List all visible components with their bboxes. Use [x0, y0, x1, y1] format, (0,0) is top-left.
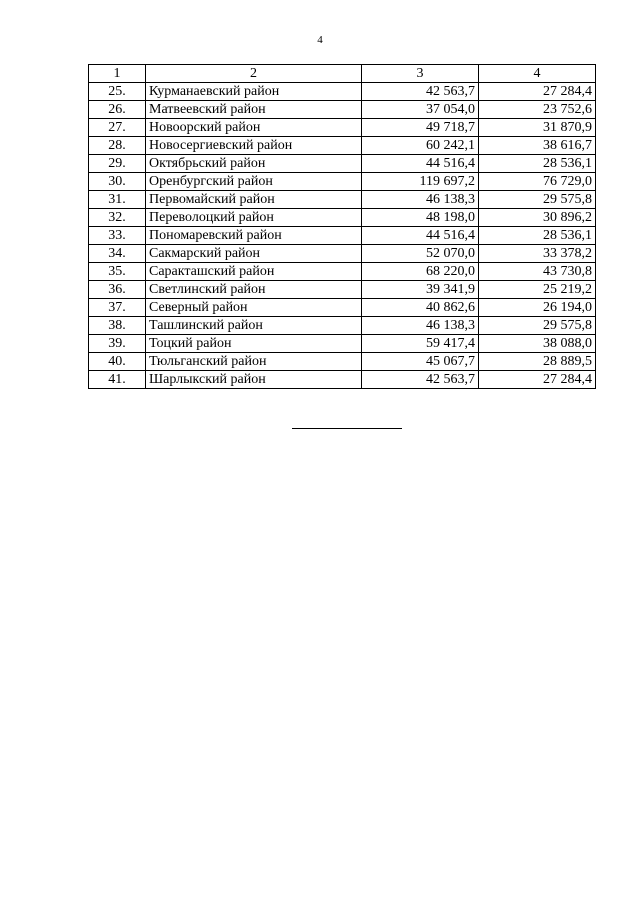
- cell-num: 36.: [89, 281, 146, 299]
- cell-v3: 37 054,0: [362, 101, 479, 119]
- table-row: [89, 281, 596, 299]
- cell-v4: 23 752,6: [479, 101, 596, 119]
- table-row: [89, 299, 596, 317]
- cell-name: Северный район: [146, 299, 362, 317]
- cell-num: 26.: [89, 101, 146, 119]
- cell-num: 41.: [89, 371, 146, 389]
- table-row: [89, 155, 596, 173]
- table-row: [89, 137, 596, 155]
- cell-v3: 42 563,7: [362, 83, 479, 101]
- cell-v4: 43 730,8: [479, 263, 596, 281]
- cell-v4: 31 870,9: [479, 119, 596, 137]
- cell-v4: 30 896,2: [479, 209, 596, 227]
- cell-v3: 60 242,1: [362, 137, 479, 155]
- cell-num: 33.: [89, 227, 146, 245]
- table-header-row: [89, 65, 596, 83]
- cell-num: 37.: [89, 299, 146, 317]
- cell-name: Оренбургский район: [146, 173, 362, 191]
- cell-v4: 28 536,1: [479, 155, 596, 173]
- column-header-3: 3: [362, 65, 479, 83]
- cell-v3: 42 563,7: [362, 371, 479, 389]
- cell-v4: 38 616,7: [479, 137, 596, 155]
- cell-v3: 119 697,2: [362, 173, 479, 191]
- cell-v4: 27 284,4: [479, 371, 596, 389]
- table-row: [89, 245, 596, 263]
- cell-v3: 39 341,9: [362, 281, 479, 299]
- cell-name: Тюльганский район: [146, 353, 362, 371]
- cell-v4: 29 575,8: [479, 191, 596, 209]
- cell-name: Переволоцкий район: [146, 209, 362, 227]
- table-row: [89, 371, 596, 389]
- table-row: [89, 101, 596, 119]
- cell-num: 30.: [89, 173, 146, 191]
- cell-num: 40.: [89, 353, 146, 371]
- cell-v3: 40 862,6: [362, 299, 479, 317]
- table-row: [89, 317, 596, 335]
- cell-name: Пономаревский район: [146, 227, 362, 245]
- cell-v4: 27 284,4: [479, 83, 596, 101]
- cell-v3: 45 067,7: [362, 353, 479, 371]
- cell-v3: 44 516,4: [362, 155, 479, 173]
- cell-v4: 38 088,0: [479, 335, 596, 353]
- cell-num: 31.: [89, 191, 146, 209]
- cell-name: Курманаевский район: [146, 83, 362, 101]
- cell-name: Октябрьский район: [146, 155, 362, 173]
- cell-v4: 25 219,2: [479, 281, 596, 299]
- cell-v4: 76 729,0: [479, 173, 596, 191]
- cell-v3: 59 417,4: [362, 335, 479, 353]
- cell-v4: 28 536,1: [479, 227, 596, 245]
- cell-name: Ташлинский район: [146, 317, 362, 335]
- table-row: [89, 263, 596, 281]
- cell-name: Матвеевский район: [146, 101, 362, 119]
- table-row: [89, 173, 596, 191]
- cell-name: Тоцкий район: [146, 335, 362, 353]
- cell-v4: 28 889,5: [479, 353, 596, 371]
- cell-v4: 33 378,2: [479, 245, 596, 263]
- table-row: [89, 191, 596, 209]
- cell-v3: 48 198,0: [362, 209, 479, 227]
- cell-name: Светлинский район: [146, 281, 362, 299]
- cell-num: 27.: [89, 119, 146, 137]
- cell-v3: 46 138,3: [362, 317, 479, 335]
- column-header-2: 2: [146, 65, 362, 83]
- cell-num: 38.: [89, 317, 146, 335]
- cell-name: Шарлыкский район: [146, 371, 362, 389]
- cell-v3: 52 070,0: [362, 245, 479, 263]
- table-body: [89, 83, 596, 389]
- cell-name: Сакмарский район: [146, 245, 362, 263]
- column-header-1: 1: [89, 65, 146, 83]
- cell-v3: 46 138,3: [362, 191, 479, 209]
- cell-v4: 26 194,0: [479, 299, 596, 317]
- page-number: 4: [317, 34, 323, 46]
- table-row: [89, 83, 596, 101]
- cell-v4: 29 575,8: [479, 317, 596, 335]
- cell-v3: 49 718,7: [362, 119, 479, 137]
- cell-num: 35.: [89, 263, 146, 281]
- table-row: [89, 209, 596, 227]
- cell-name: Новосергиевский район: [146, 137, 362, 155]
- table-row: [89, 335, 596, 353]
- district-table: [88, 64, 596, 389]
- cell-name: Первомайский район: [146, 191, 362, 209]
- cell-v3: 44 516,4: [362, 227, 479, 245]
- cell-num: 39.: [89, 335, 146, 353]
- cell-name: Новоорский район: [146, 119, 362, 137]
- table-row: [89, 227, 596, 245]
- cell-num: 28.: [89, 137, 146, 155]
- table-row: [89, 353, 596, 371]
- column-header-4: 4: [479, 65, 596, 83]
- cell-num: 32.: [89, 209, 146, 227]
- cell-num: 34.: [89, 245, 146, 263]
- end-of-document-line: [292, 428, 402, 429]
- cell-num: 25.: [89, 83, 146, 101]
- cell-name: Саракташский район: [146, 263, 362, 281]
- cell-num: 29.: [89, 155, 146, 173]
- cell-v3: 68 220,0: [362, 263, 479, 281]
- table-row: [89, 119, 596, 137]
